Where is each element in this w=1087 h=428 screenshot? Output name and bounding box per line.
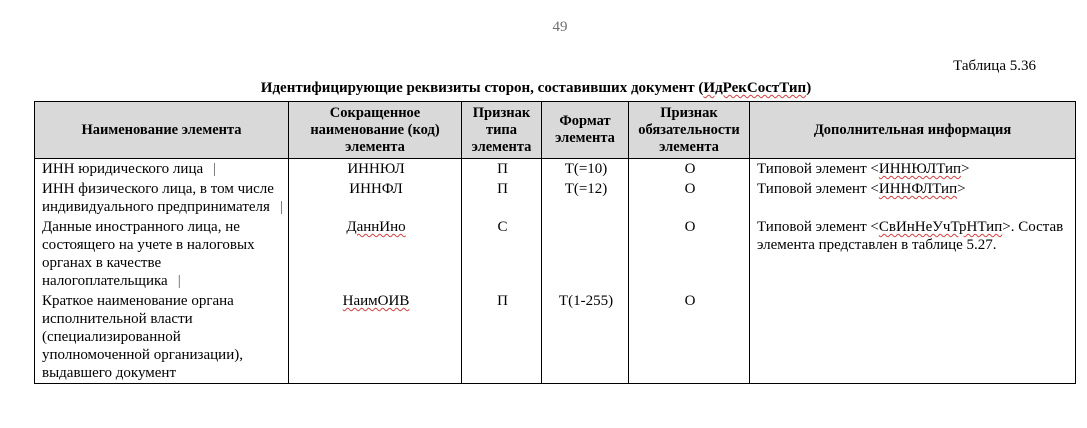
- cell-type: П: [462, 179, 542, 217]
- header-format: Формат элемента: [542, 102, 629, 159]
- cell-code: ДаннИно: [289, 217, 462, 291]
- cell-additional-info: Типовой элемент <ИННЮЛТип>: [750, 159, 1076, 180]
- cell-type: С: [462, 217, 542, 291]
- caption-code: ИдРекСостТип: [703, 80, 807, 96]
- cell-type: П: [462, 291, 542, 384]
- caption-prefix: Идентифицирующие реквизиты сторон, составивших документ (: [260, 80, 704, 96]
- cell-additional-info: Типовой элемент <ИННФЛТип>: [750, 179, 1076, 217]
- cell-additional-info: Типовой элемент <СвИнНеУчТрНТип>. Состав элемента представлен в таблице 5.27.: [750, 217, 1076, 291]
- cell-code: ИННЮЛ: [289, 159, 462, 180]
- header-short-name: Сокращенное наименование (код) элемента: [289, 102, 462, 159]
- cell-format: T(=12): [542, 179, 629, 217]
- cell-format: T(=10): [542, 159, 629, 180]
- cell-element-name: ИНН физического лица, в том числе индивидуального предпринимателя |: [35, 179, 289, 217]
- cell-code: НаимОИВ: [289, 291, 462, 384]
- cell-format: T(1-255): [542, 291, 629, 384]
- header-type: Признак типа элемента: [462, 102, 542, 159]
- table-row: [35, 159, 1076, 180]
- requisites-table: [34, 101, 1076, 384]
- cell-required: О: [629, 159, 750, 180]
- cell-required: О: [629, 291, 750, 384]
- table-caption: [0, 80, 1072, 97]
- page-number: 49: [552, 19, 568, 35]
- cell-element-name: Данные иностранного лица, не состоящего на учете в налоговых органах в качестве налогоплательщика |: [35, 217, 289, 291]
- table-row: [35, 291, 1076, 384]
- cell-code: ИННФЛ: [289, 179, 462, 217]
- header-additional-info: Дополнительная информация: [750, 102, 1076, 159]
- cell-required: О: [629, 179, 750, 217]
- header-element-name: Наименование элемента: [35, 102, 289, 159]
- caption-suffix: ): [806, 80, 812, 96]
- table-label: Таблица 5.36: [953, 58, 1036, 74]
- table-header-row: [35, 102, 1076, 159]
- cell-additional-info: [750, 291, 1076, 384]
- table-row: [35, 217, 1076, 291]
- table-row: [35, 179, 1076, 217]
- header-required: Признак обязательности элемента: [629, 102, 750, 159]
- cell-element-name: Краткое наименование органа исполнительной власти (специализированной уполномоченной организации), выдавшего документ: [35, 291, 289, 384]
- cell-required: О: [629, 217, 750, 291]
- cell-element-name: ИНН юридического лица |: [35, 159, 289, 180]
- cell-type: П: [462, 159, 542, 180]
- cell-format: [542, 217, 629, 291]
